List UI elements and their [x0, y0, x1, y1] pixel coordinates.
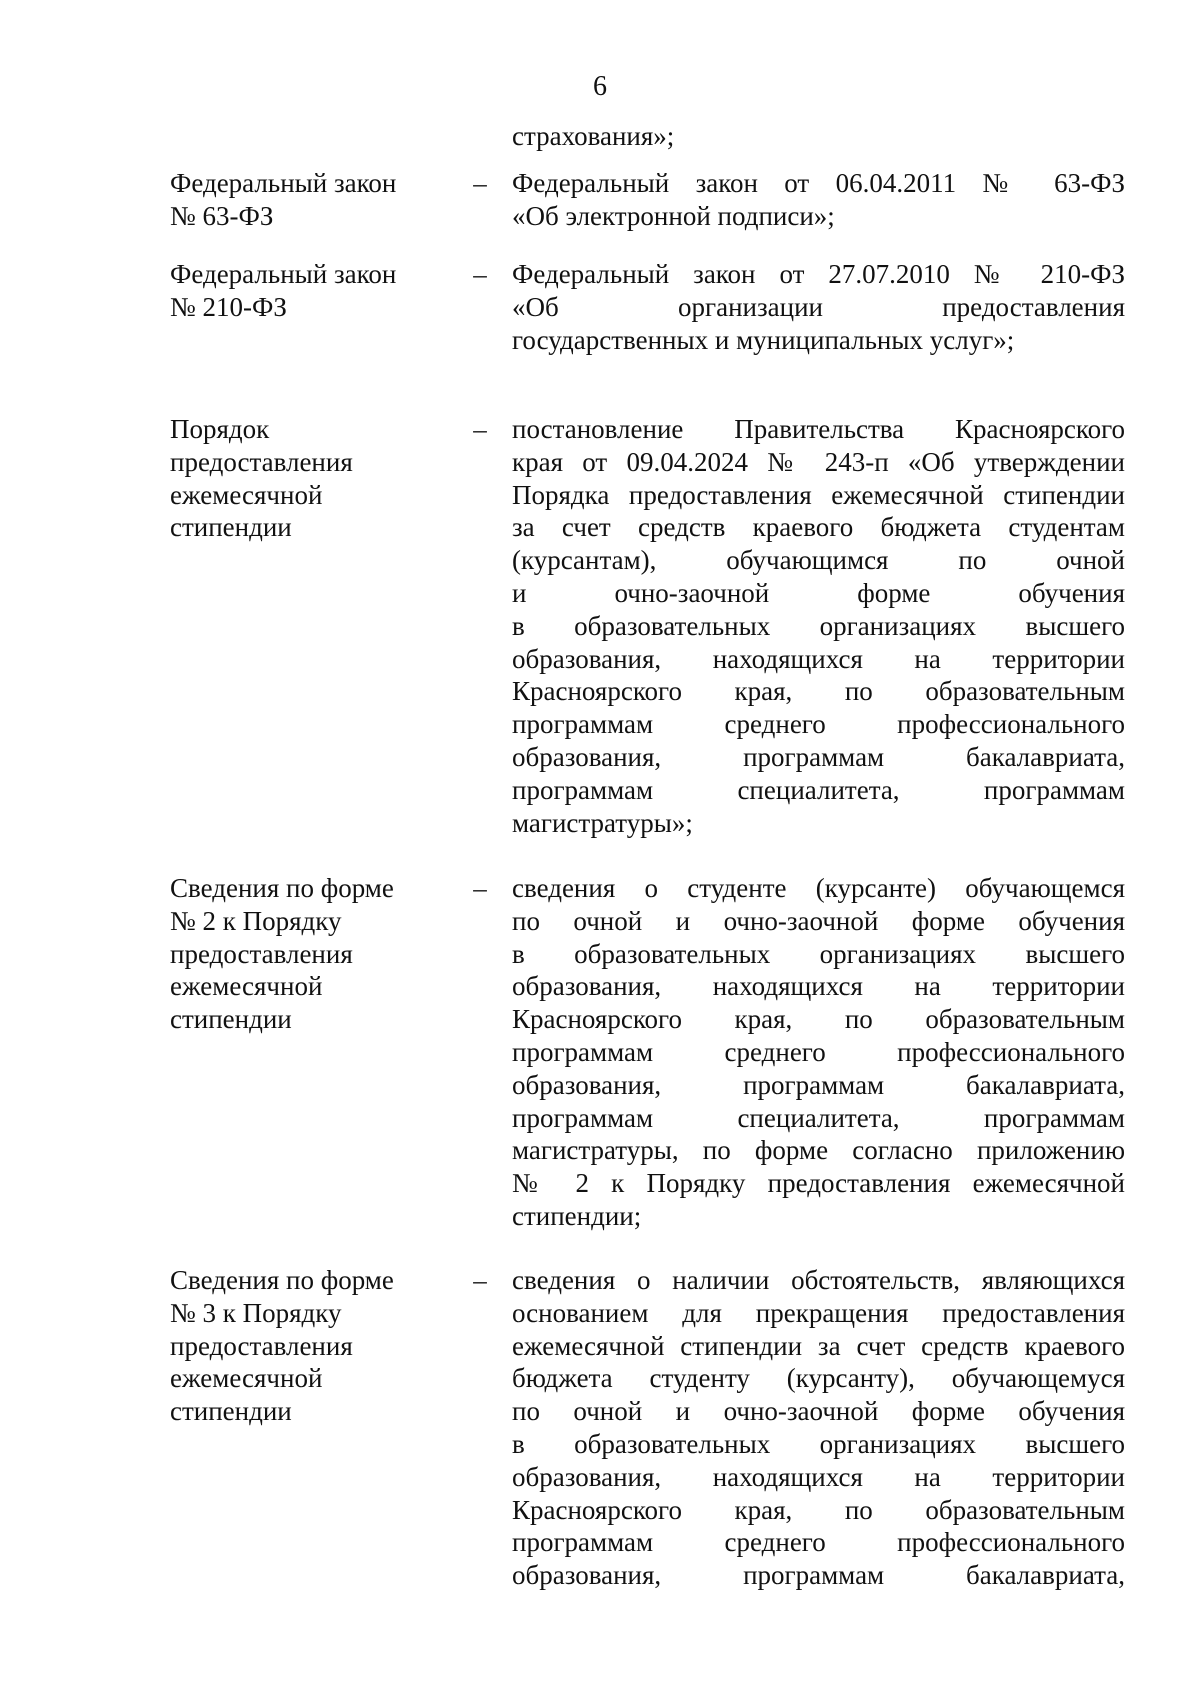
- dash: –: [473, 873, 487, 903]
- page-number: 6: [593, 71, 607, 102]
- term: Федеральный закон № 63-ФЗ: [170, 168, 397, 231]
- continuation-text: страхования»;: [512, 121, 675, 151]
- dash: –: [473, 1265, 487, 1295]
- term: Федеральный закон № 210-ФЗ: [170, 259, 397, 322]
- definition-text: Федеральный закон от 06.04.2011 № 63-ФЗ «Об электронной подписи»;: [512, 168, 1125, 231]
- dash: –: [473, 168, 487, 198]
- term: Порядок предоставления ежемесячной стипендии: [170, 414, 353, 543]
- definition-text: Федеральный закон от 27.07.2010 № 210-ФЗ «Об организации предоставления государственных и муниципальных услуг»;: [512, 259, 1125, 355]
- definition-text: сведения о студенте (курсанте) обучающемся по очной и очно-заочной форме обучения в образовательных организациях высшего образования, находящихся на территории Красноярского края, по образовательным программам среднего профессионального образования, программам бакалавриата, программам специалитета, программам магистратуры, по форме согласно приложению № 2 к Порядку предоставления ежемесячной стипендии;: [512, 873, 1125, 1231]
- term: Сведения по форме № 3 к Порядку предоставления ежемесячной стипендии: [170, 1265, 394, 1427]
- term: Сведения по форме № 2 к Порядку предоставления ежемесячной стипендии: [170, 873, 394, 1035]
- definition-text: сведения о наличии обстоятельств, являющихся основанием для прекращения предоставления ежемесячной стипендии за счет средств краевого бюджета студенту (курсанту), обучающемуся по очной и очно-заочной форме обучения в образовательных организациях высшего образования, находящихся на территории Красноярского края, по образовательным программам среднего профессионального образования, программам бакалавриата,: [512, 1265, 1125, 1591]
- dash: –: [473, 414, 487, 444]
- dash: –: [473, 259, 487, 289]
- definition-text: постановление Правительства Красноярского края от 09.04.2024 № 243-п «Об утверждении Порядка предоставления ежемесячной стипендии за счет средств краевого бюджета студентам (курсантам), обучающимся по очной и очно-заочной форме обучения в образовательных организациях высшего образования, находящихся на территории Красноярского края, по образовательным программам среднего профессионального образования, программам бакалавриата, программам специалитета, программам магистратуры»;: [512, 414, 1125, 838]
